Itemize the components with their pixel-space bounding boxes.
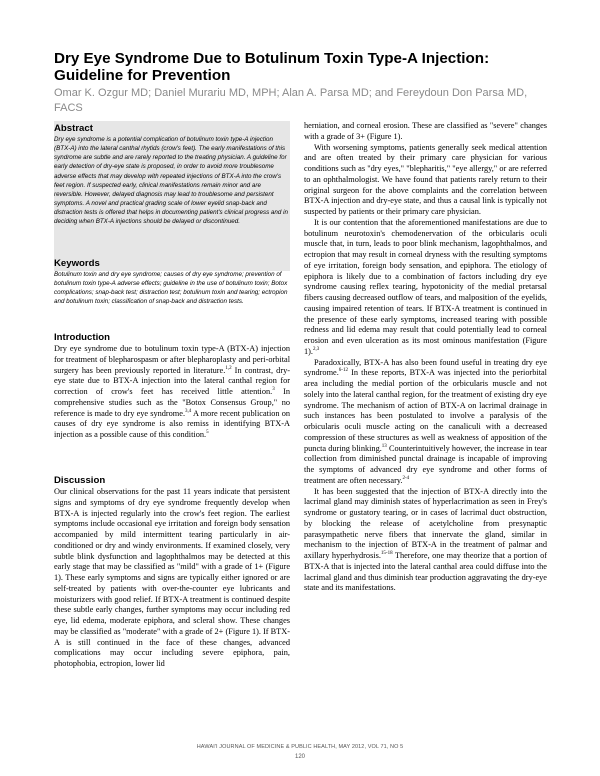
keywords-section bbox=[54, 258, 290, 307]
intro-text-c: In comprehensive studies such as the "Botox Consensus Group," no reference is made to dry eye syndrome. bbox=[54, 387, 290, 418]
citation-ref: 3 bbox=[272, 387, 275, 393]
keywords-heading: Keywords bbox=[54, 258, 100, 269]
right-paragraph-3 bbox=[304, 358, 547, 487]
right-paragraph-0: herniation, and corneal erosion. These are classified as "severe" changes with a grade of 3+ (Figure 1). bbox=[304, 121, 547, 141]
p4-text-a: It has been suggested that the injection of BTX-A directly into the lacrimal gland may diminish states of hyperlacrimation as seen in Frey's syndrome or gustatory tearing, or in cases of lacrimal duct obstruction, by blocking the release of acetylcholine from presynaptic parasympathetic nerve fibers that innervate the gland, similar in mechanism to the injection of BTX-A in the treatment of palmar and axillary hyperhydrosis. bbox=[304, 486, 547, 560]
discussion-section bbox=[54, 475, 290, 670]
citation-ref: 6-12 bbox=[338, 368, 348, 374]
keywords-text: Botulinum toxin and dry eye syndrome; causes of dry eye syndrome; prevention of botulinum toxin type-A adverse effects; guideline in the use of botulinum toxin; Botox complications; snap-back test; distraction test; botulinum toxin and tearing; ectropion and botulinum toxin; classification of snap-back and distraction tests. bbox=[54, 271, 288, 306]
paper-title: Dry Eye Syndrome Due to Botulinum Toxin Type-A Injection: Guideline for Prevention bbox=[54, 50, 490, 84]
discussion-paragraph: Our clinical observations for the past 11 years indicate that persistent signs and symptoms of dry eye syndrome frequently develop when BTX-A is injected regularly into the crow's feet region. The earliest symptoms include occasional eye irritation and foreign body sensation accompanied by mild intermittent tearing particularly in air-conditioned or dry and windy environments. If examined closely, very subtle blink dysfunction and lagophthalmos may be detected at this early stage that may be classified as "mild" with a grade of 1+ (Figure 1). These early symptoms and signs are typically either ignored or are self-treated by patients with over-the-counter eye lubricants and moisturizers with good relief. If BTX-A treatment is continued despite these subtle early changes, further symptoms may occur including red eye, lid edema, moderate epiphora, and scleral show. These changes may be classified as "moderate" with a grade of 2+ (Figure 1). If BTX-A is still continued in the face of these changes, advanced complications may occur including severe epiphora, pain, photophobia, ectropion, lower lid bbox=[54, 487, 290, 668]
intro-text-d: A more recent publication on causes of dry eye syndrome is also remiss in identifying BTX-A injection as a possible cause of this condition. bbox=[54, 408, 290, 439]
abstract-text: Dry eye syndrome is a potential complication of botulinum toxin type-A injection (BTX-A) into the lateral canthal rhytids (crow's feet). The early manifestations of this syndrome are subtle and are rarely reported to the treating physician. A guideline for early detection of dry-eye state is proposed, in order to avoid more troublesome adverse effects that may develop with repeated injections of BTX-A into the crow's feet region. If suspected early, clinical manifestations remain minor and are reversible. However, delayed diagnosis may lead to troublesome and persistent symptoms. A novel and practical grading scale of lower eyelid snap-back and distraction tests is offered that helps in documenting patient's clinical progress and in deciding when BTX-A injections should be delayed or discontinued. bbox=[54, 136, 288, 226]
citation-ref: 1,2 bbox=[225, 365, 232, 371]
p3-text-a: Paradoxically, BTX-A has also been found useful in treating dry eye syndrome. bbox=[304, 357, 547, 378]
citation-ref: 2-4 bbox=[402, 475, 410, 481]
introduction-section bbox=[54, 332, 290, 441]
right-paragraph-2 bbox=[304, 218, 547, 358]
discussion-heading: Discussion bbox=[54, 475, 106, 486]
journal-footer: HAWAI'I JOURNAL OF MEDICINE & PUBLIC HEALTH, MAY 2012, VOL 71, NO 5 bbox=[196, 744, 404, 750]
abstract-heading: Abstract bbox=[54, 123, 93, 134]
page-number: 120 bbox=[294, 754, 305, 760]
citation-ref: 13 bbox=[381, 443, 387, 449]
p3-text-b: In these reports, BTX-A was injected into the periorbital area including the medial portion of the orbicularis muscle and not solely into the lateral canthal region, for the treatment of existing dry eye syndrome. The mechanism of action of BTX-A on lacrimal drainage in such instances has been postulated to involve a paralysis of the orbicularis oculi muscle acting on the canaliculi with a decreased compression of these structures as well as weakness of apposition of the puncta during blinking. bbox=[304, 368, 547, 453]
p4-text-b: Therefore, one may theorize that a portion of BTX-A that is injected into the lateral canthal area could diffuse into the lacrimal gland and thus diminish tear production aggravating the dry-eye state and its manifestations. bbox=[304, 551, 547, 593]
introduction-heading: Introduction bbox=[54, 332, 110, 343]
author-list: Omar K. Ozgur MD; Daniel Murariu MD, MPH; Alan A. Parsa MD; and Fereydoun Don Parsa MD, FACS bbox=[54, 87, 528, 114]
citation-ref: 2,3 bbox=[313, 346, 320, 352]
right-paragraph-1: With worsening symptoms, patients generally seek medical attention and are often treated by their primary care physician for various conditions such as "dry eyes," "blepharitis," "eye allergy," or are referred to an ophthalmologist. We have found that patients rarely return to their original surgeon for the above complaints and the correlation between BTX-A injection and dry-eye state, and thus a causal link is typically not suspected by patients or their primary care physician. bbox=[304, 142, 547, 216]
citation-ref: 3,4 bbox=[185, 408, 192, 414]
citation-ref: 5 bbox=[206, 430, 209, 436]
introduction-paragraph bbox=[54, 344, 290, 441]
abstract-box bbox=[54, 121, 290, 271]
right-column bbox=[304, 121, 547, 594]
intro-text-b: In contrast, dry-eye state due to BTX-A injection into the lateral canthal region for correction of crow's feet has received little attention. bbox=[54, 365, 290, 396]
p3-text-c: Counterintuitively however, the increase in tear collection from diminished punctal drainage is incapable of improving the symptoms of advanced dry eye syndrome and other forms of treatment are often necessary. bbox=[304, 443, 547, 485]
citation-ref: 15-18 bbox=[380, 551, 393, 557]
intro-text-a: Dry eye syndrome due to botulinum toxin type-A (BTX-A) injection for treatment of blepharospasm or after blepharoplasty and peri-orbital surgery has been previously reported in literature. bbox=[54, 344, 290, 375]
p2-text-a: It is our contention that the aforementioned manifestations are due to botulinum neurotoxin's chemodenervation of the orbicularis oculi muscle that, in turn, leads to poor blink mechanism, lagophthalmos, and ectropion that may result in corneal dryness with the resulting symptoms of eye irritation, foreign body sensation, and epiphora. The etiology of epiphora is likely due to a combination of factors including dry eye syndrome causing reflex tearing, hypotonicity of the medial pretarsal fibers causing decreased outflow of tears, and malposition of the eyelids, causing impaired retention of tears. If BTX-A treatment is continued in the presence of these early symptoms, increased tearing with possible redness and lid edema may result that could potentially lead to corneal erosion and even ulceration as its most ominous manifestation (Figure 1). bbox=[304, 217, 547, 356]
right-paragraph-4 bbox=[304, 487, 547, 595]
